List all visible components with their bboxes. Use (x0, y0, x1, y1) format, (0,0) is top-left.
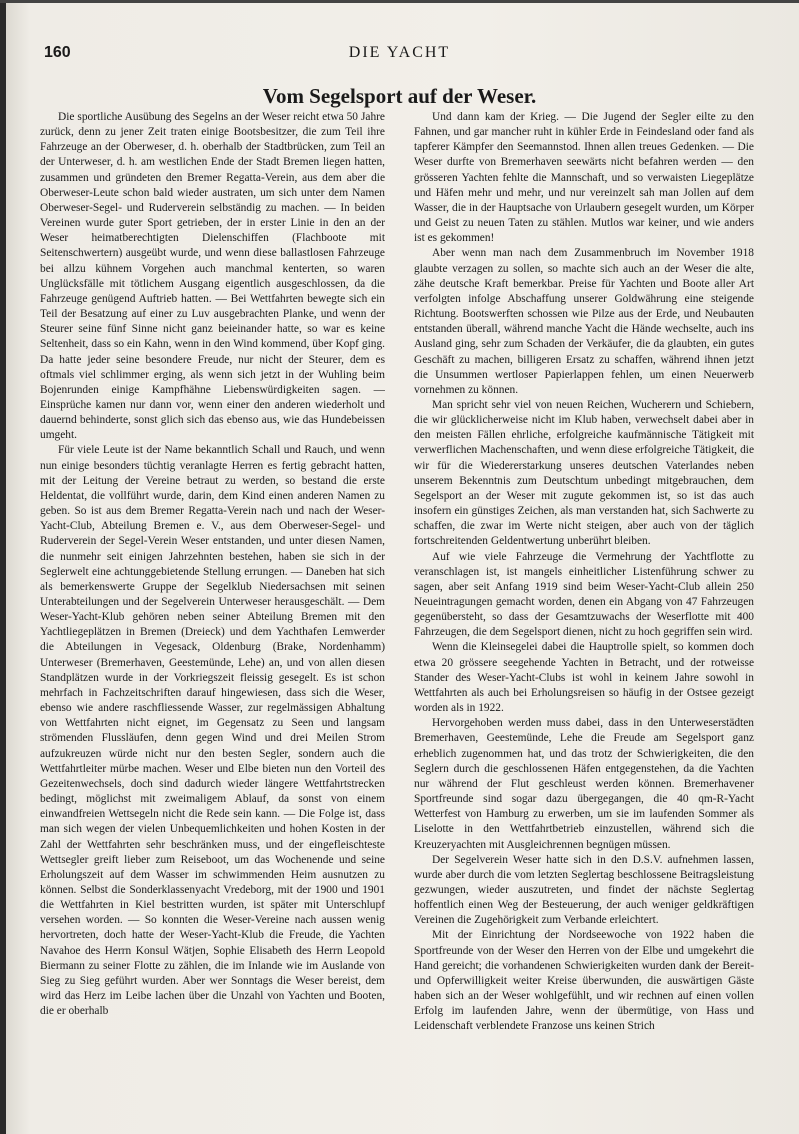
paragraph: Für viele Leute ist der Name bekanntlich Schall und Rauch, und wenn nun einige besonders tüchtig veranlagte Herren es fertig gebracht hatten, mit der Leitung der Vereine betraut zu werden, so bestand die erste Heldentat, die vollführt wurde, darin, dem Kind einen anderen Namen zu geben. So ist aus dem Bremer Regatta-Verein nach und nach der Weser-Yacht-Club, Abteilung Bremen e. V., aus dem Oberweser-Segel- und Ruderverein der Segel-Verein Weser entstanden, und unter diesen Namen, die nunmehr seit einigen Jahrzehnten bestehen, haben sie sich in der Seglerwelt eine achtunggebietende Stellung errungen. — Daneben hat sich als bemerkenswerte Gruppe der Segelklub Niedersachsen mit seinen Unterabteilungen und der Segelverein Unterweser herausgeschält. — Dem Weser-Yacht-Klub gehören neben seiner Abteilung Bremen mit den Yachtliegeplätzen in Bremen (Dreieck) und dem Yachthafen Lemwerder die Abteilungen in Vegesack, Oldenburg (Brake, Nordenhamm) Unterweser (Bremerhaven, Geestemünde, Lehe) an, und von allen diesen Standplätzen wurde in der Vorkriegszeit fleissig gesegelt. Es ist schon mehrfach in Fachzeitschriften darauf hingewiesen, dass sich die Weser, ebenso wie andere raschfliessende Wasser, zur regelmässigen Abhaltung von Wettfahrten nicht eignet, im Gegensatz zu Seen und langsam strömenden Flussläufen, denn gegen Wind und drei Meilen Strom aufzukreuzen würde nicht nur den besten Segler, sondern auch die Wettfahrtleiter mürbe machen. Weser und Elbe bieten nun den Vorteil des Gezeitenwechsels, doch sind dadurch wieder längere Wettfahrtstrecken bedingt, möglichst mit zweimaligem Ablauf, da sonst von einem einwandfreien Wettsegeln nicht die Rede sein kann. — Die Folge ist, dass man sich wegen der vielen Unbequemlichkeiten und hohen Kosten in der Zahl der Wettfahrten sehr beschränken muss, und der eingefleischteste Wettsegler greift lieber zum Reiseboot, um das Wochenende und seine Erholungszeit auf dem Wasser im schwimmenden Heim ausnutzen zu können. Selbst die Sonderklassenyacht Vredeborg, mit der 1900 und 1901 die Wettfahrten in Kiel bestritten wurden, ist später mit Unterschlupf versehen worden. — So konnten die Weser-Vereine nach aussen wenig hervortreten, doch hatte der Weser-Yacht-Klub die Freude, die Yachten Navahoe des Herrn Konsul Wätjen, Sophie Elisabeth des Herrn Leopold Biermann zu seiner Flotte zu zählen, die im Inlande wie im Auslande von Sieg zu Sieg geführt wurden. Aber wer Sonntags die Weser bereist, dem wird das Herz im Leibe lachen über die Unzahl von Yachten und Booten, die er oberhalb (40, 444, 385, 1018)
page-number: 160 (44, 44, 71, 61)
left-column (40, 110, 385, 1130)
right-column (414, 110, 754, 1130)
article-title: Vom Segelsport auf der Weser. (262, 84, 537, 108)
paragraph: Der Segelverein Weser hatte sich in den D.S.V. aufnehmen lassen, wurde aber durch die vom letzten Seglertag beschlossene Beitragsleistung gezwungen, wieder auszutreten, und findet der nächste Seglertag hoffentlich einen Weg der Besteuerung, der auch weniger geldkräftigen Vereinen die Zugehörigkeit zum Verbande erleichtert. (414, 853, 754, 927)
paragraph: Mit der Einrichtung der Nordseewoche von 1922 haben die Sportfreunde von der Weser den Herren von der Elbe und umgekehrt die Hand gereicht; die vorhandenen Schwierigkeiten wurden dank der Bereit- und Opferwilligkeit weiter Kreise überwunden, die auswärtigen Gäste haben sich an der Weser wohlgefühlt, und wir rechnen auf einen vollen Erfolg im laufenden Jahre, wenn der übermütige, von Hass und Leidenschaft verblendete Franzose uns keinen Strich (414, 929, 754, 1033)
journal-title: DIE YACHT (348, 44, 451, 61)
paragraph: Wenn die Kleinsegelei dabei die Hauptrolle spielt, so kommen doch etwa 20 grössere seegehende Yachten in Betracht, und der rotweisse Stander des Weser-Yacht-Clubs ist wohl in keinem Jahre sowohl in Wettfahrten als auch bei Erholungsreisen so häufig in der Ostsee gezeigt worden als in 1922. (414, 641, 754, 715)
paragraph: Und dann kam der Krieg. — Die Jugend der Segler eilte zu den Fahnen, und gar mancher ruht in kühler Erde in Feindesland oder fand als tapferer Kämpfer den Seemannstod. Ihnen allen treues Gedenken. — Die Weser durfte von Bremerhaven seewärts nicht befahren werden — den grösseren Yachten fehlte die Mannschaft, und so verwaisten Liegeplätze und Häfen mehr und mehr, und nur vereinzelt sah man Jollen auf dem Wasser, die in der Hauptsache von Urlaubern gesegelt wurden, um Körper und Geist zu neuen Taten zu stählen. Mutlos war keiner, und wie anders ist es gekommen! (414, 111, 754, 245)
paragraph: Man spricht sehr viel von neuen Reichen, Wucherern und Schiebern, die wir glücklicherweise nicht im Klub haben, verwechselt dabei aber in den meisten Fällen ehrliche, erfolgreiche kaufmännische Tätigkeit mit verwerflichen Machenschaften, und wenn diese erfolgreiche Tätigkeit, die wir für die Wiedererstarkung unseres deutschen Vaterlandes neben unserem Bekenntnis zum Deutschtum unbedingt mitgebrauchen, dem Segelsport an der Weser mit zugute gekommen ist, so ist das auch insofern ein günstiges Zeichen, als man verstanden hat, sich Sachwerte zu schaffen, die zwar im Werte nicht steigen, aber auch von der täglich fortschreitenden Geldentwertung unberührt bleiben. (414, 398, 754, 548)
top-border (0, 0, 799, 3)
paragraph: Auf wie viele Fahrzeuge die Vermehrung der Yachtflotte zu veranschlagen ist, ist mangels einheitlicher Listenführung schwer zu sagen, aber seit Anfang 1919 sind beim Weser-Yacht-Club allein 250 Neueintragungen gemacht worden, denen ein Abgang von 47 Fahrzeugen gegenübersteht, so dass der Gesamtzuwachs der Weserflotte mit 400 Fahrzeugen, die dem Segelsport dienen, nicht zu hoch gegriffen sein wird. (414, 550, 754, 639)
paragraph: Hervorgehoben werden muss dabei, dass in den Unterweserstädten Bremerhaven, Geestemünde, Lehe die Freude am Segelsport ganz erheblich zugenommen hat, und das trotz der Schwierigkeiten, die den Seglern durch die geschlossenen Häfen entgegenstehen, da die Yachten nur während der Flut geschleust werden können. Bremerhavener Sportfreunde sind sogar dazu übergegangen, die 40 qm-R-Yacht Wetterfest von Hamburg zu erwerben, um sie im laufenden Sommer als Liselotte in den Wettfahrtbetrieb einzustellen, während sich die Kreuzeryachten mit Ausgleichrennen begnügen müssen. (414, 717, 754, 851)
paragraph: Die sportliche Ausübung des Segelns an der Weser reicht etwa 50 Jahre zurück, denn zu jener Zeit traten einige Bootsbesitzer, die zum Teil ihre Fahrzeuge an der Oberweser, d. h. oberhalb der Stadtbrücken, zum Teil an der Unterweser, d. h. am westlichen Ende der Stadt Bremen liegen hatten, zusammen und gründeten den Bremer Regatta-Verein, aus dem aber die Oberweser-Leute schon bald wieder austraten, um sich unter dem Namen Oberweser-Segel- und Ruderverein selbständig zu machen. — In beiden Vereinen wurde guter Sport getrieben, der in erster Linie in den an der Weser heimatberechtigten Dielenschiffen (Flachboote mit Seitenschwertern) ausgeübt wurde, und wenn diese ballastlosen Fahrzeuge bei allzu kühnem Vorgehen auch manchmal kenterten, so waren Unglücksfälle mit tötlichem Ausgang eigentlich ausgeschlossen, da die Fahrzeuge genügend Auftrieb hatten. — Bei Wettfahrten bewegte sich ein Teil der Besatzung auf einer zu Luv ausgebrachten Planke, und wenn der Steurer seine fünf Sinne nicht ganz beieinander hatte, so war es keine Seltenheit, dass so ein Kahn, wenn in den Wind kommend, über Kopf ging. Da hatte jeder seine besondere Freude, nur nicht der Steurer, dem es oftmals viel schlimmer erging, als wenn sich jetzt in der Wuhling beim Bojenrunden einige Kampfhähne Liebenswürdigkeiten sagen. — Einsprüche kamen nur dann vor, wenn einer den anderen wiederholt und dauernd behinderte, sonst glich sich das ebenso aus, wie das Hundebeissen umgeht. (40, 111, 385, 442)
running-head (0, 44, 799, 66)
paragraph: Aber wenn man nach dem Zusammenbruch im November 1918 glaubte verzagen zu sollen, so machte sich auch an der Weser die alte, zähe deutsche Kraft bemerkbar. Preise für Yachten und Boote aller Art verfolgten infolge Abschaffung unserer Goldwährung eine steigende Richtung. Bootswerften schossen wie Pilze aus der Erde, und Neubauten entstanden überall, während manche Yacht die Hände wechselte, auch ins Ausland ging, sehr zum Schaden der Verkäufer, die da glaubten, ein gutes Geschäft zu machen, billigeren Ersatz zu schaffen, während ihnen jetzt die Unsummen wertloser Papierlappen fehlen, um einen Neuerwerb vornehmen zu können. (414, 247, 754, 396)
